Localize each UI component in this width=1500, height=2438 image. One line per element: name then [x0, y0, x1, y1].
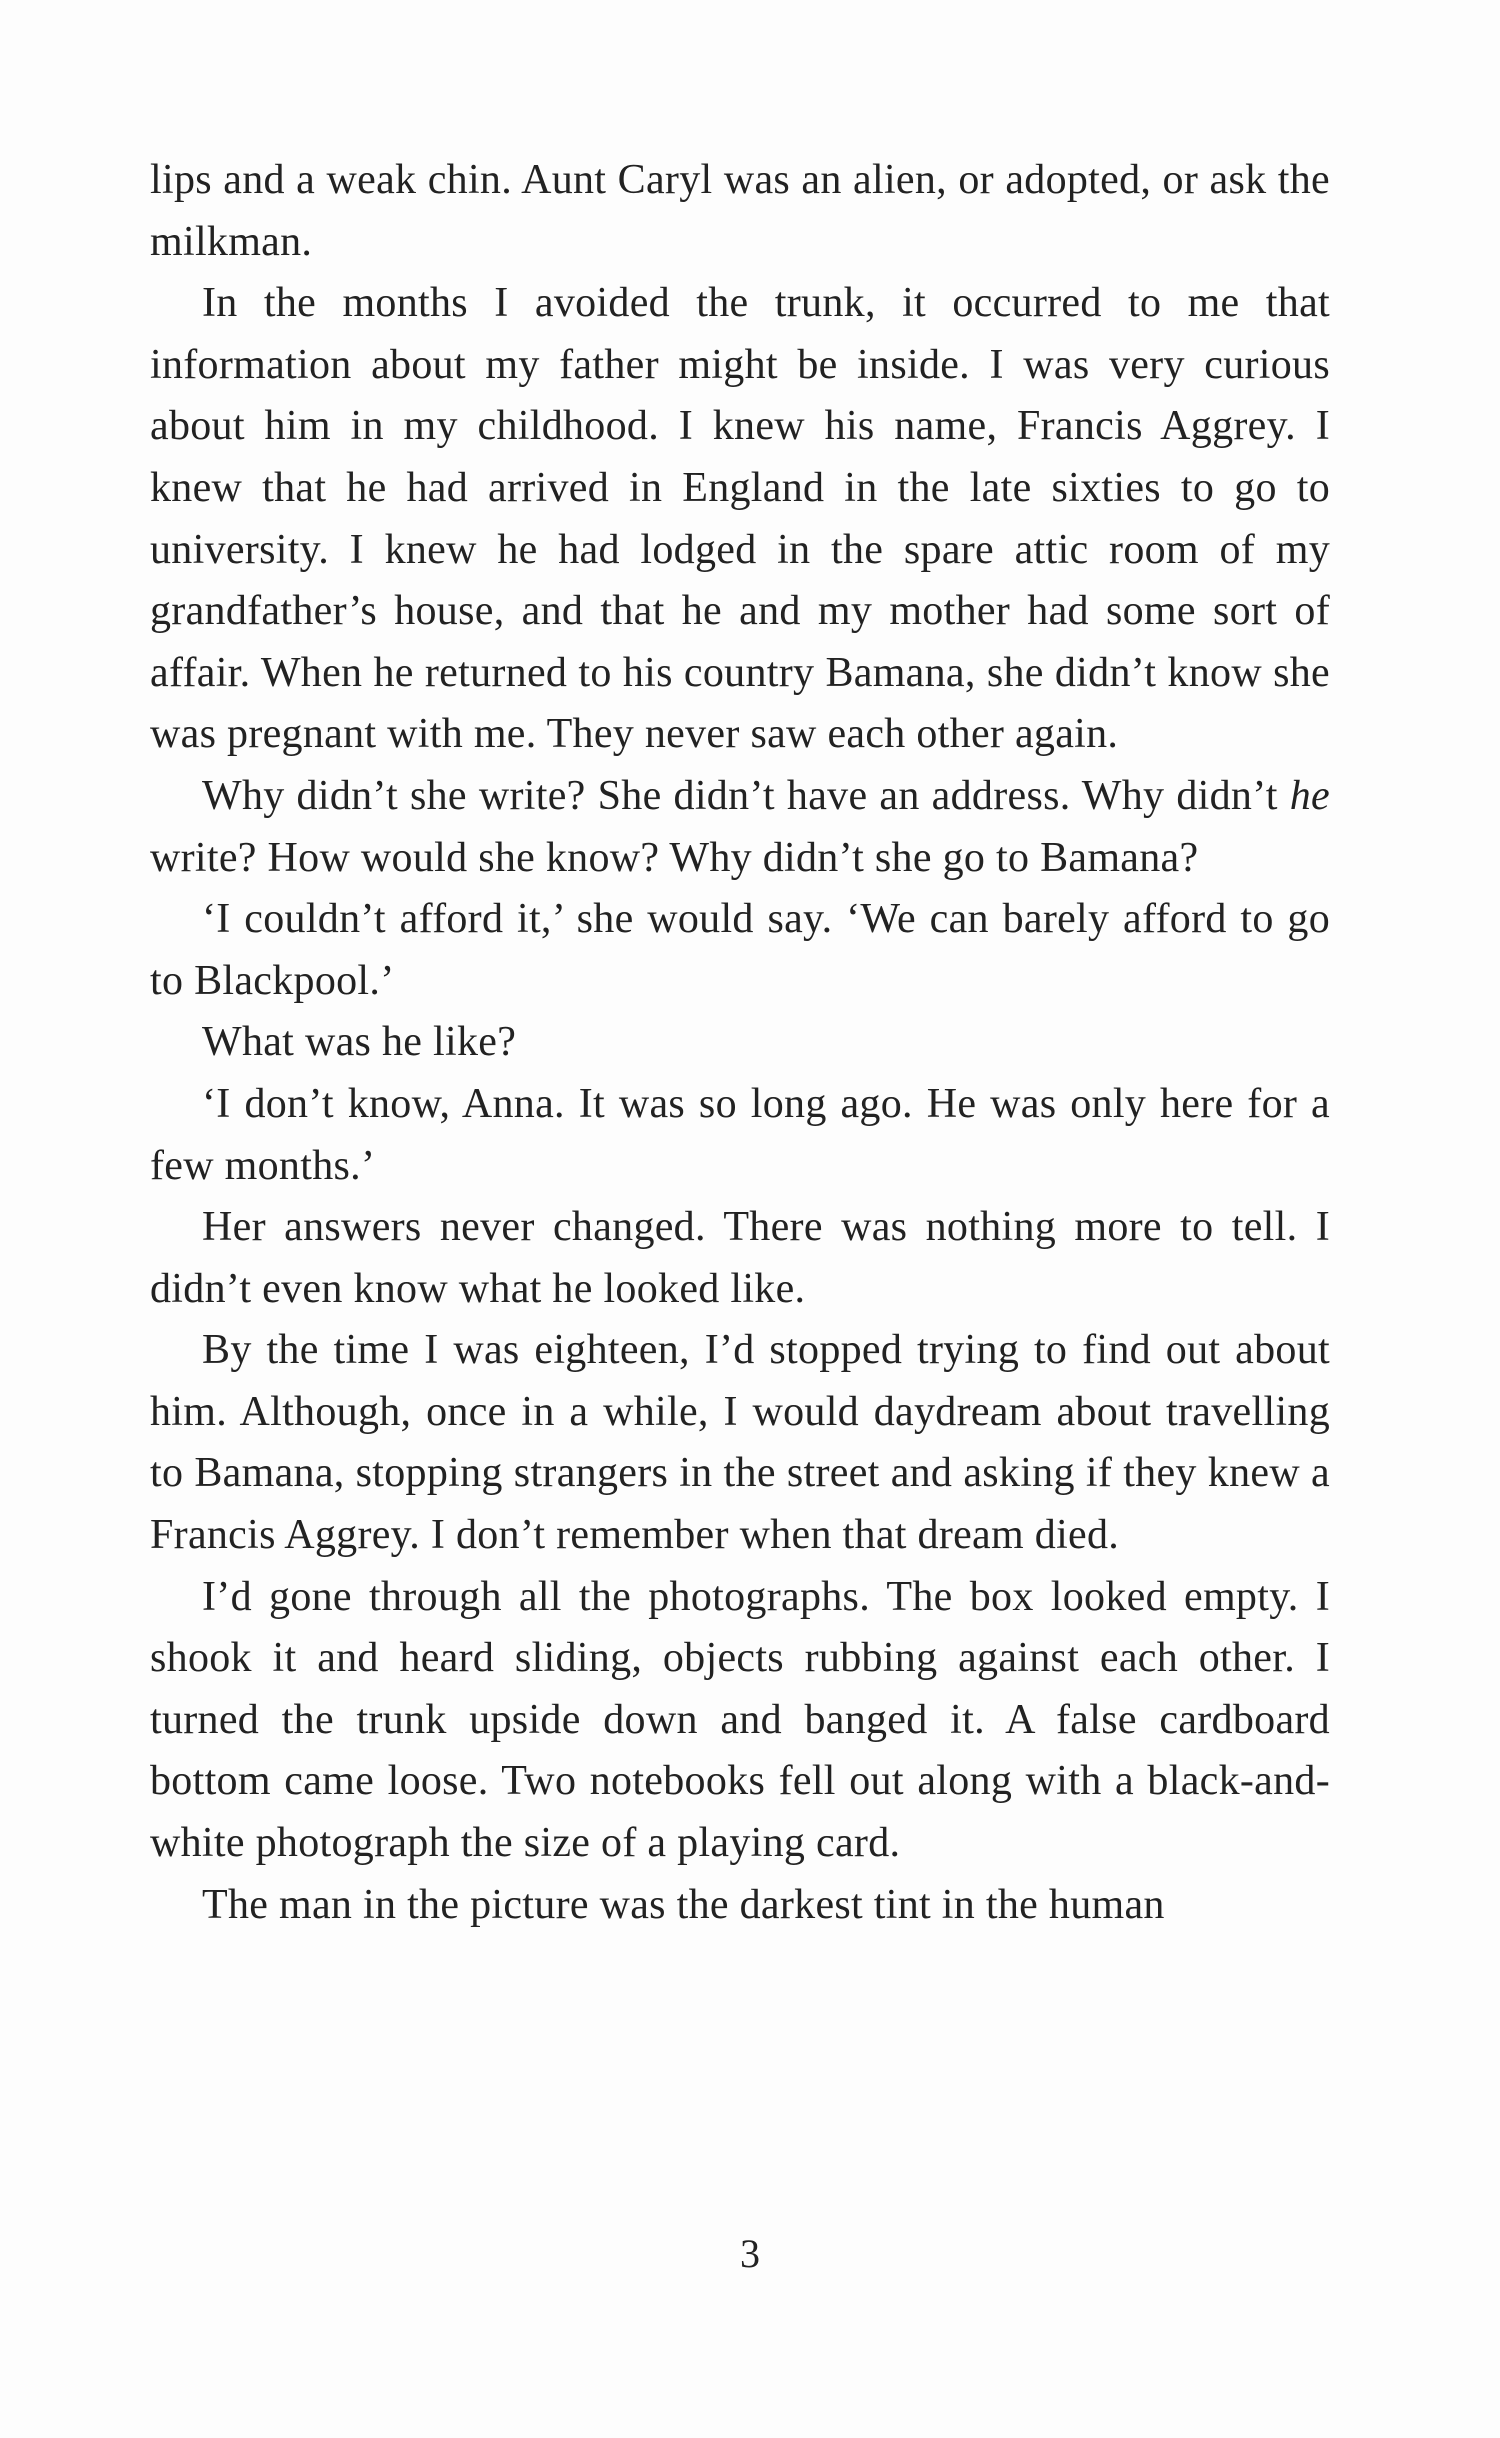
paragraph [150, 766, 1330, 889]
body-text [150, 150, 1330, 1936]
paragraph: The man in the picture was the darkest tint in the human [202, 1881, 1165, 1928]
emphasized-word: he [1289, 772, 1330, 819]
paragraph: lips and a weak chin. Aunt Caryl was an alien, or adopted, or ask the milkman. [150, 157, 1330, 265]
paragraph: By the time I was eighteen, I’d stopped trying to find out about him. Although, once in a while, I would daydream about travelling to Bamana, stopping strangers in the street and asking if they knew a Francis Aggrey. I don’t remember when that dream died. [150, 1327, 1330, 1559]
page-number: 3 [740, 2231, 760, 2276]
paragraph: In the months I avoided the trunk, it occurred to me that information about my father might be inside. I was very curious about him in my childhood. I knew his name, Francis Aggrey. I knew that he had arrived in England in the late sixties to go to university. I knew he had lodged in the spare attic room of my grandfather’s house, and that he and my mother had some sort of affair. When he returned to his country Bamana, she didn’t know she was pregnant with me. They never saw each other again. [150, 280, 1330, 758]
paragraph: I’d gone through all the photographs. The box looked empty. I shook it and heard sliding, objects rubbing against each other. I turned the trunk upside down and banged it. A false cardboard bottom came loose. Two notebooks fell out along with a black-and-white photograph the size of a playing card. [150, 1573, 1330, 1867]
paragraph: ‘I don’t know, Anna. It was so long ago. He was only here for a few months.’ [150, 1080, 1330, 1189]
paragraph-text: write? How would she know? Why didn’t she go to Bamana? [150, 834, 1199, 881]
paragraph-text: Why didn’t she write? She didn’t have an address. Why didn’t [202, 772, 1290, 819]
paragraph: What was he like? [202, 1019, 517, 1066]
paragraph: Her answers never changed. There was nothing more to tell. I didn’t even know what he looked like. [150, 1204, 1330, 1312]
paragraph: ‘I couldn’t afford it,’ she would say. ‘We can barely afford to go to Blackpool.’ [150, 896, 1330, 1004]
